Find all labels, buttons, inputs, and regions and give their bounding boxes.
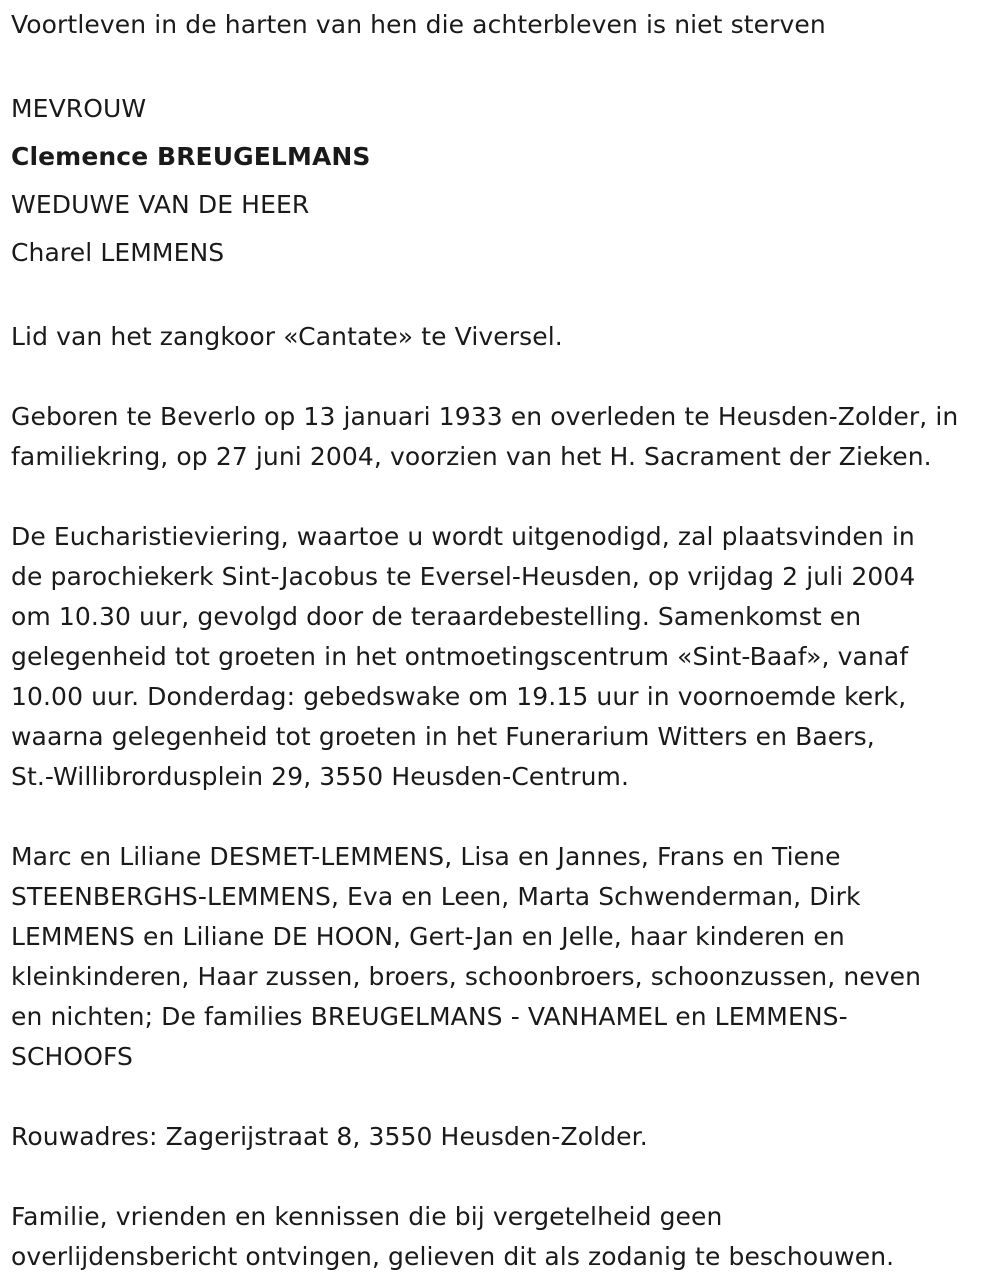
family-line: en nichten; De families BREUGELMANS - VANHAMEL en LEMMENS- [11, 1002, 848, 1031]
family-line: LEMMENS en Liliane DE HOON, Gert-Jan en Jelle, haar kinderen en [11, 922, 845, 951]
deceased-block [11, 85, 996, 277]
spouse-name: Charel LEMMENS [11, 238, 225, 267]
address-paragraph [11, 1117, 996, 1157]
family-line: Marc en Liliane DESMET-LEMMENS, Lisa en Jannes, Frans en Tiene [11, 842, 841, 871]
birth-death-line: familiekring, op 27 juni 2004, voorzien van het H. Sacrament der Zieken. [11, 442, 932, 471]
ceremony-line: de parochiekerk Sint-Jacobus te Eversel-Heusden, op vrijdag 2 juli 2004 [11, 562, 916, 591]
family-line: STEENBERGHS-LEMMENS, Eva en Leen, Marta Schwenderman, Dirk [11, 882, 861, 911]
ceremony-line: waarna gelegenheid tot groeten in het Funerarium Witters en Baers, [11, 722, 875, 751]
ceremony-line: 10.00 uur. Donderdag: gebedswake om 19.15 uur in voornoemde kerk, [11, 682, 907, 711]
ceremony-line: De Eucharistieviering, waartoe u wordt uitgenodigd, zal plaatsvinden in [11, 522, 915, 551]
motto-text: Voortleven in de harten van hen die achterbleven is niet sterven [11, 10, 826, 39]
closing-line: Familie, vrienden en kennissen die bij vergetelheid geen [11, 1202, 723, 1231]
membership-text: Lid van het zangkoor «Cantate» te Viversel. [11, 322, 563, 351]
obituary-document [11, 5, 996, 1277]
ceremony-line: om 10.30 uur, gevolgd door de teraardebestelling. Samenkomst en [11, 602, 862, 631]
deceased-name: Clemence BREUGELMANS [11, 142, 371, 171]
closing-line: overlijdensbericht ontvingen, gelieven dit als zodanig te beschouwen. [11, 1242, 895, 1271]
deceased-relation: WEDUWE VAN DE HEER [11, 190, 310, 219]
ceremony-line: St.-Willibrordusplein 29, 3550 Heusden-Centrum. [11, 762, 630, 791]
ceremony-paragraph [11, 517, 996, 797]
family-line: SCHOOFS [11, 1042, 133, 1071]
family-paragraph [11, 837, 996, 1077]
birth-death-paragraph [11, 397, 996, 477]
ceremony-line: gelegenheid tot groeten in het ontmoetingscentrum «Sint-Baaf», vanaf [11, 642, 909, 671]
birth-death-line: Geboren te Beverlo op 13 januari 1933 en overleden te Heusden-Zolder, in [11, 402, 959, 431]
membership-paragraph [11, 317, 996, 357]
closing-paragraph [11, 1197, 996, 1277]
deceased-title: MEVROUW [11, 94, 147, 123]
mourning-address: Rouwadres: Zagerijstraat 8, 3550 Heusden-Zolder. [11, 1122, 648, 1151]
family-line: kleinkinderen, Haar zussen, broers, schoonbroers, schoonzussen, neven [11, 962, 922, 991]
